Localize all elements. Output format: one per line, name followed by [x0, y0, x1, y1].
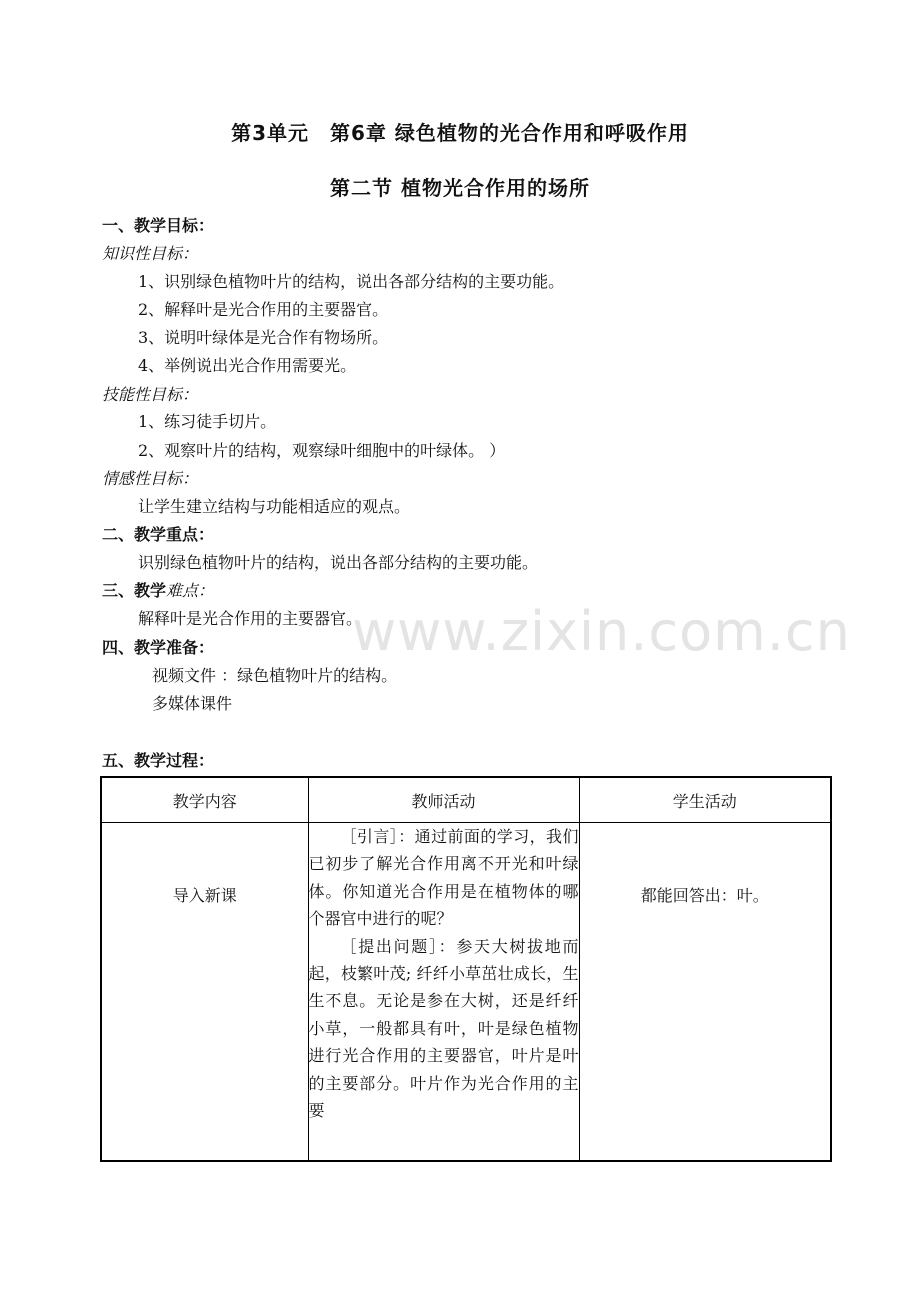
- emotion-item: 让学生建立结构与功能相适应的观点。: [138, 497, 411, 516]
- knowledge-item: 3、说明叶绿体是光合作有物场所。: [138, 328, 389, 347]
- preparation-item: 视频文件 ：绿色植物叶片的结构。: [152, 666, 398, 685]
- column-header-student: 学生活动: [579, 777, 831, 823]
- watermark: www.zixin.com.cn: [352, 600, 851, 663]
- skill-item: 2、观察叶片的结构，观察绿叶细胞中的叶绿体。 ）: [138, 441, 506, 460]
- table-header-row: [101, 777, 831, 823]
- key-points-heading: 二、教学重点：: [102, 525, 215, 544]
- process-heading: 五、教学过程：: [102, 751, 215, 770]
- emotion-goals-label: 情感性目标：: [102, 469, 199, 488]
- student-text: 都能回答出：叶。: [640, 886, 769, 905]
- difficulty-heading: [102, 580, 214, 602]
- knowledge-item: 2、解释叶是光合作用的主要器官。: [138, 300, 389, 319]
- preparation-heading: 四、教学准备：: [102, 638, 215, 657]
- content-cell: [101, 823, 308, 1162]
- knowledge-item: 1、识别绿色植物叶片的结构，说出各部分结构的主要功能。: [138, 272, 565, 291]
- column-header-content: 教学内容: [101, 777, 308, 823]
- skill-goals-label: 技能性目标：: [102, 385, 199, 404]
- student-activity-cell: [579, 823, 831, 1162]
- preparation-item: 多媒体课件: [152, 694, 233, 713]
- difficulty-heading-bold: 三、教学: [102, 581, 167, 600]
- table-row: [101, 823, 831, 1162]
- main-title: 第3单元 第6章 绿色植物的光合作用和呼吸作用: [231, 121, 689, 145]
- difficulty-heading-italic: 难点：: [166, 581, 215, 600]
- column-header-teacher: 教师活动: [308, 777, 579, 823]
- difficulty-content: 解释叶是光合作用的主要器官。: [138, 609, 363, 628]
- skill-item: 1、练习徒手切片。: [138, 412, 277, 431]
- teacher-activity-cell: [308, 823, 579, 1162]
- teaching-goals-heading: 一、教学目标：: [102, 216, 215, 235]
- content-text: 导入新课: [172, 886, 237, 905]
- section-title: 第二节 植物光合作用的场所: [330, 176, 590, 200]
- teaching-process-table: [100, 776, 832, 1162]
- knowledge-item: 4、举例说出光合作用需要光。: [138, 356, 357, 375]
- teacher-paragraph: ［提出问题］：参天大树拔地而起，枝繁叶茂; 纤纤小草茁壮成长，生生不息。无论是参在大树，还是纤纤小草，一般都具有叶，叶是绿色植物进行光合作用的主要器官，叶片是叶的主要部分。叶片作为光合作用的主要: [308, 936, 579, 1121]
- teacher-paragraph: ［引言］：通过前面的学习，我们已初步了解光合作用离不开光和叶绿体。你知道光合作用是在植物体的哪个器官中进行的呢？: [308, 827, 579, 929]
- key-points-content: 识别绿色植物叶片的结构，说出各部分结构的主要功能。: [138, 553, 539, 572]
- knowledge-goals-label: 知识性目标：: [102, 244, 199, 263]
